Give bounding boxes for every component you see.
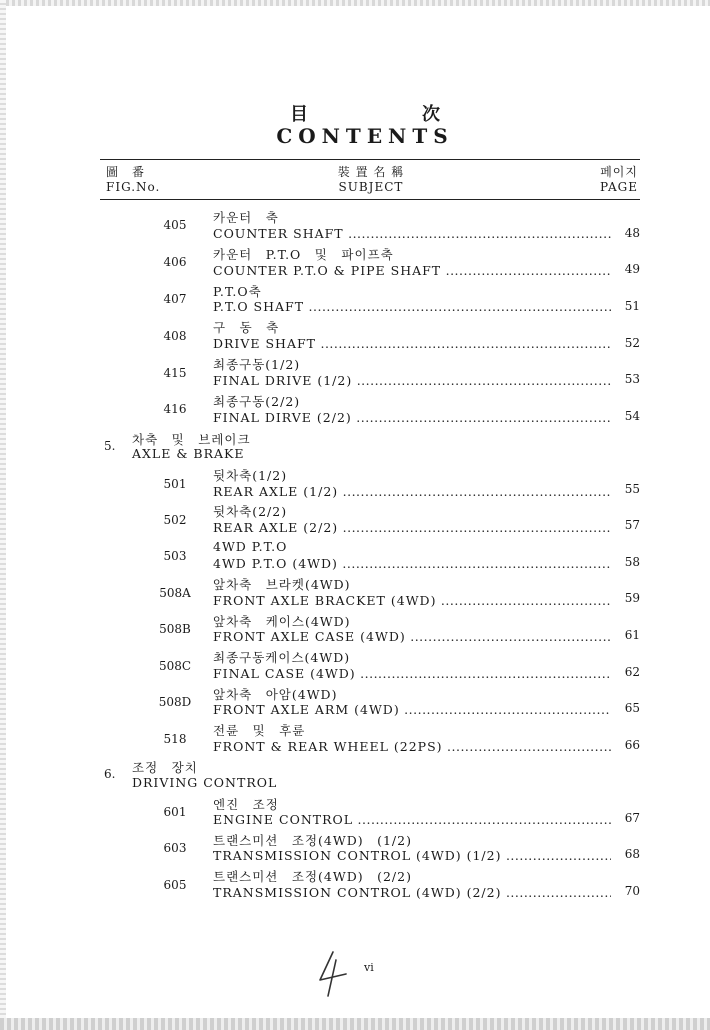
page-number: 55: [624, 482, 640, 496]
page-number: 49: [624, 262, 640, 276]
subject-korean: 구 동 축: [213, 320, 280, 335]
page-number: 62: [624, 665, 640, 679]
fig-number: 508D: [158, 695, 192, 709]
subject-korean: 뒷차축(1/2): [213, 468, 288, 483]
fig-number: 407: [163, 292, 187, 306]
fig-number: 501: [163, 477, 187, 491]
subject-english: P.T.O SHAFT .....: [213, 299, 611, 314]
roman-page-number: vi: [364, 961, 374, 974]
page-number: 66: [624, 738, 640, 752]
fig-number: 605: [163, 878, 187, 892]
fig-number: 405: [163, 218, 187, 232]
subject-korean: 트랜스미션 조정(4WD) (1/2): [213, 833, 412, 848]
title-char-right: 次: [422, 104, 440, 125]
page-number: 54: [624, 409, 640, 423]
fig-number: 518: [163, 732, 187, 746]
fig-number: 508B: [159, 622, 191, 636]
subject-english: 4WD P.T.O (4WD) .....: [213, 556, 611, 571]
subject-english: FRONT AXLE CASE (4WD) .....: [213, 629, 611, 644]
page-number: 58: [624, 555, 640, 569]
header-subject: SUBJECT: [338, 180, 404, 194]
title-char-left: 目: [290, 104, 308, 125]
page-number: 51: [624, 299, 640, 313]
page-number: 70: [624, 884, 640, 898]
section-title: AXLE & BRAKE: [132, 446, 245, 461]
subject-english: REAR AXLE (2/2) .....: [213, 520, 611, 535]
page-number: 48: [624, 226, 640, 240]
subject-korean: 4WD P.T.O: [213, 539, 288, 554]
page-number: 65: [624, 701, 640, 715]
subject-korean: 트랜스미션 조정(4WD) (2/2): [213, 869, 412, 884]
subject-english: TRANSMISSION CONTROL (4WD) (1/2) .....: [213, 848, 611, 863]
subject-korean: 카운터 축: [213, 210, 279, 225]
subject-korean: 뒷차축(2/2): [213, 504, 288, 519]
fig-number: 408: [163, 329, 187, 343]
subject-english: ENGINE CONTROL .....: [213, 812, 611, 827]
subject-korean: 최종구동(2/2): [213, 394, 301, 409]
scan-edge-top: [0, 0, 710, 6]
fig-number: 508A: [159, 586, 191, 600]
subject-korean: 앞차축 케이스(4WD): [213, 614, 351, 629]
header-subject-korean: 裝 置 名 稱: [337, 165, 405, 179]
subject-korean: 엔진 조정: [213, 797, 279, 812]
section-title-korean: 차축 및 브레이크: [132, 432, 251, 447]
scan-edge-left: [0, 0, 6, 1030]
page-title-korean: [280, 100, 450, 126]
subject-english: FINAL CASE (4WD) .....: [213, 666, 611, 681]
page-number: 67: [624, 811, 640, 825]
page-number: 57: [624, 518, 640, 532]
subject-korean: 전륜 및 후륜: [213, 723, 306, 738]
subject-korean: 앞차축 브라켓(4WD): [213, 577, 351, 592]
section-number: 6.: [104, 767, 116, 781]
subject-english: REAR AXLE (1/2) .....: [213, 484, 611, 499]
page-number: 53: [624, 372, 640, 386]
page-number: 59: [624, 591, 640, 605]
scan-edge-bottom: [0, 1018, 710, 1030]
header-page-korean: 페이지: [600, 165, 638, 179]
fig-number: 503: [163, 549, 187, 563]
fig-number: 508C: [158, 659, 192, 673]
fig-number: 601: [163, 805, 187, 819]
subject-korean: P.T.O축: [213, 284, 262, 299]
handwritten-page-number: [316, 950, 350, 998]
fig-number: 415: [163, 366, 187, 380]
subject-english: DRIVE SHAFT .....: [213, 336, 611, 351]
subject-korean: 앞차축 아암(4WD): [213, 687, 338, 702]
subject-english: FRONT AXLE BRACKET (4WD) .....: [213, 593, 611, 608]
page-number: 52: [624, 336, 640, 350]
subject-english: FRONT & REAR WHEEL (22PS) .....: [213, 739, 611, 754]
subject-korean: 최종구동(1/2): [213, 357, 301, 372]
section-title-korean: 조정 장치: [132, 760, 198, 775]
subject-korean: 카운터 P.T.O 및 파이프축: [213, 247, 394, 262]
page-number: 68: [624, 847, 640, 861]
section-title: DRIVING CONTROL: [132, 775, 278, 790]
header-fig: FIG.No.: [106, 180, 161, 194]
page-number: 61: [624, 628, 640, 642]
subject-english: FINAL DIRVE (2/2) .....: [213, 410, 611, 425]
subject-english: FINAL DRIVE (1/2) .....: [213, 373, 611, 388]
section-number: 5.: [104, 439, 116, 453]
subject-english: TRANSMISSION CONTROL (4WD) (2/2) .....: [213, 885, 611, 900]
subject-english: FRONT AXLE ARM (4WD) .....: [213, 702, 611, 717]
header-fig-korean: 圖 番: [106, 165, 146, 179]
header-page: PAGE: [600, 180, 638, 194]
subject-english: COUNTER P.T.O & PIPE SHAFT .....: [213, 263, 611, 278]
fig-number: 416: [163, 402, 187, 416]
fig-number: 603: [163, 841, 187, 855]
subject-english: COUNTER SHAFT .....: [213, 226, 611, 241]
fig-number: 502: [163, 513, 187, 527]
page-title: CONTENTS: [276, 124, 454, 148]
subject-korean: 최종구동케이스(4WD): [213, 650, 351, 665]
header-rule-top: [100, 159, 640, 160]
fig-number: 406: [163, 255, 187, 269]
header-rule-bottom: [100, 199, 640, 200]
